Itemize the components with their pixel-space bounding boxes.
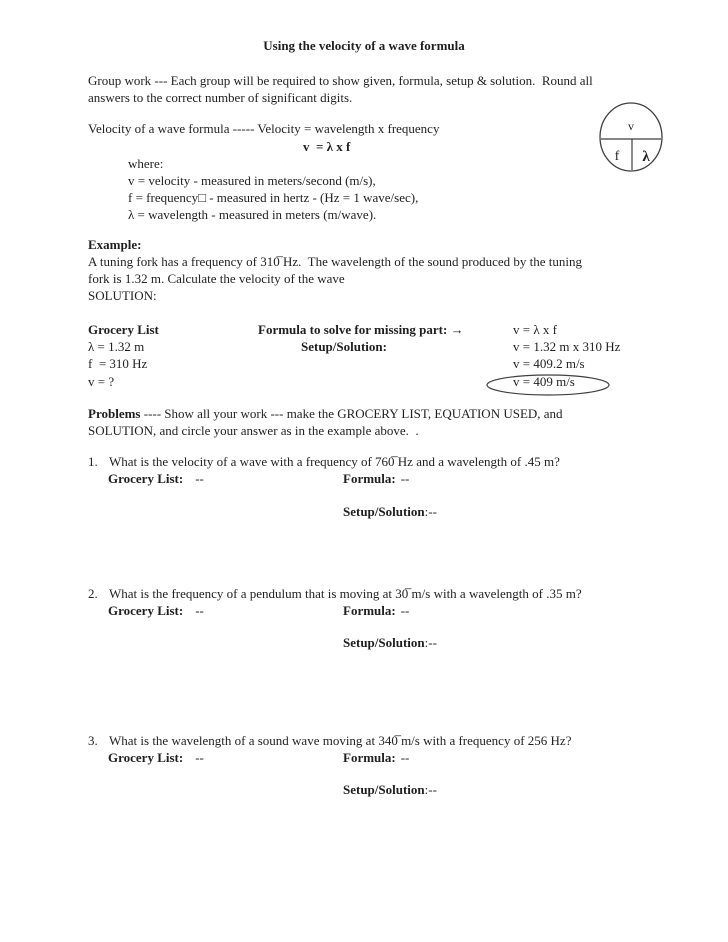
setup-solution-row bbox=[343, 782, 437, 798]
grocery-list-value: -- bbox=[195, 750, 204, 765]
grocery-list-row bbox=[108, 750, 204, 766]
grocery-item-wavelength: λ = 1.32 m bbox=[88, 339, 145, 354]
wheel-bottom-left-label: f bbox=[614, 149, 620, 164]
problems-heading-rest: ---- Show all your work --- make the GROCERY LIST, EQUATION USED, and bbox=[140, 406, 563, 421]
grocery-list-value: -- bbox=[195, 603, 204, 618]
problem-question: What is the velocity of a wave with a frequency of 760̅ Hz and a wavelength of .45 m? bbox=[109, 454, 560, 469]
grocery-list-row bbox=[108, 603, 204, 619]
grocery-list-label: Grocery List: bbox=[108, 603, 184, 618]
solution-label: SOLUTION: bbox=[88, 288, 157, 303]
problem-question: What is the wavelength of a sound wave moving at 340̅ m/s with a frequency of 256 Hz? bbox=[109, 733, 572, 748]
problem-item-3 bbox=[88, 733, 688, 823]
circled-answer: v = 409 m/s bbox=[513, 374, 575, 389]
formula-label: Formula: bbox=[343, 750, 396, 765]
formula-label: Formula: bbox=[343, 603, 396, 618]
grocery-list-label: Grocery List: bbox=[108, 750, 184, 765]
wheel-bottom-right-label: λ bbox=[642, 149, 650, 165]
wheel-circle-icon bbox=[600, 103, 662, 171]
grocery-item-frequency: f = 310 Hz bbox=[88, 356, 148, 371]
formula-to-solve-label: Formula to solve for missing part: → bbox=[258, 322, 464, 337]
page-title: Using the velocity of a wave formula bbox=[263, 38, 465, 53]
grocery-item-velocity: v = ? bbox=[88, 374, 115, 389]
setup-solution-label: Setup/Solution bbox=[343, 782, 425, 797]
definition-velocity: v = velocity - measured in meters/second (m/s), bbox=[128, 173, 376, 188]
setup-solution-row bbox=[343, 504, 437, 520]
definition-frequency: f = frequency□ - measured in hertz - (Hz = 1 wave/sec), bbox=[128, 190, 419, 205]
setup-solution-label: Setup/Solution bbox=[343, 635, 425, 650]
example-body-line-1: A tuning fork has a frequency of 310̅ Hz. The wavelength of the sound produced by the tuning bbox=[88, 254, 582, 269]
setup-solution-value: :-- bbox=[424, 782, 437, 797]
formula-row bbox=[343, 603, 409, 619]
grocery-list-heading: Grocery List bbox=[88, 322, 159, 337]
setup-solution-value: :-- bbox=[424, 504, 437, 519]
problems-heading-line-1 bbox=[88, 406, 563, 422]
problems-heading-line-2: SOLUTION, and circle your answer as in the example above. . bbox=[88, 423, 419, 438]
setup-solution-label: Setup/Solution bbox=[343, 504, 425, 519]
problem-number: 2. bbox=[88, 586, 98, 601]
problem-question: What is the frequency of a pendulum that is moving at 30̅ m/s with a wavelength of .35 m? bbox=[109, 586, 582, 601]
intro-line-1: Group work --- Each group will be required to show given, formula, setup & solution. Round all bbox=[88, 73, 593, 88]
problem-number: 3. bbox=[88, 733, 98, 748]
example-heading: Example: bbox=[88, 237, 142, 252]
problem-item-2 bbox=[88, 586, 688, 676]
wave-formula: v = λ x f bbox=[303, 139, 351, 154]
solution-step-1: v = λ x f bbox=[513, 322, 557, 337]
example-setup-solution-label: Setup/Solution: bbox=[301, 339, 387, 354]
answer-ellipse-icon bbox=[485, 373, 611, 397]
setup-solution-value: :-- bbox=[424, 635, 437, 650]
grocery-list-row bbox=[108, 471, 204, 487]
solution-step-2: v = 1.32 m x 310 Hz bbox=[513, 339, 621, 354]
intro-line-2: answers to the correct number of significant digits. bbox=[88, 90, 353, 105]
formula-value: -- bbox=[400, 750, 410, 765]
grocery-list-value: -- bbox=[195, 471, 204, 486]
formula-value: -- bbox=[400, 603, 410, 618]
definition-wavelength: λ = wavelength - measured in meters (m/wave). bbox=[128, 207, 377, 222]
formula-label: Formula: bbox=[343, 471, 396, 486]
velocity-formula-wheel-diagram bbox=[598, 101, 666, 173]
problem-number: 1. bbox=[88, 454, 98, 469]
where-label: where: bbox=[128, 156, 164, 171]
formula-lead: Velocity of a wave formula ----- Velocity = wavelength x frequency bbox=[88, 121, 440, 136]
formula-row bbox=[343, 471, 409, 487]
problems-heading-bold: Problems bbox=[88, 406, 141, 421]
problem-item-1 bbox=[88, 454, 688, 544]
solution-step-3: v = 409.2 m/s bbox=[513, 356, 585, 371]
formula-row bbox=[343, 750, 409, 766]
wheel-top-label: v bbox=[628, 119, 634, 133]
setup-solution-row bbox=[343, 635, 437, 651]
grocery-list-label: Grocery List: bbox=[108, 471, 184, 486]
example-body-line-2: fork is 1.32 m. Calculate the velocity of the wave bbox=[88, 271, 345, 286]
formula-value: -- bbox=[400, 471, 410, 486]
